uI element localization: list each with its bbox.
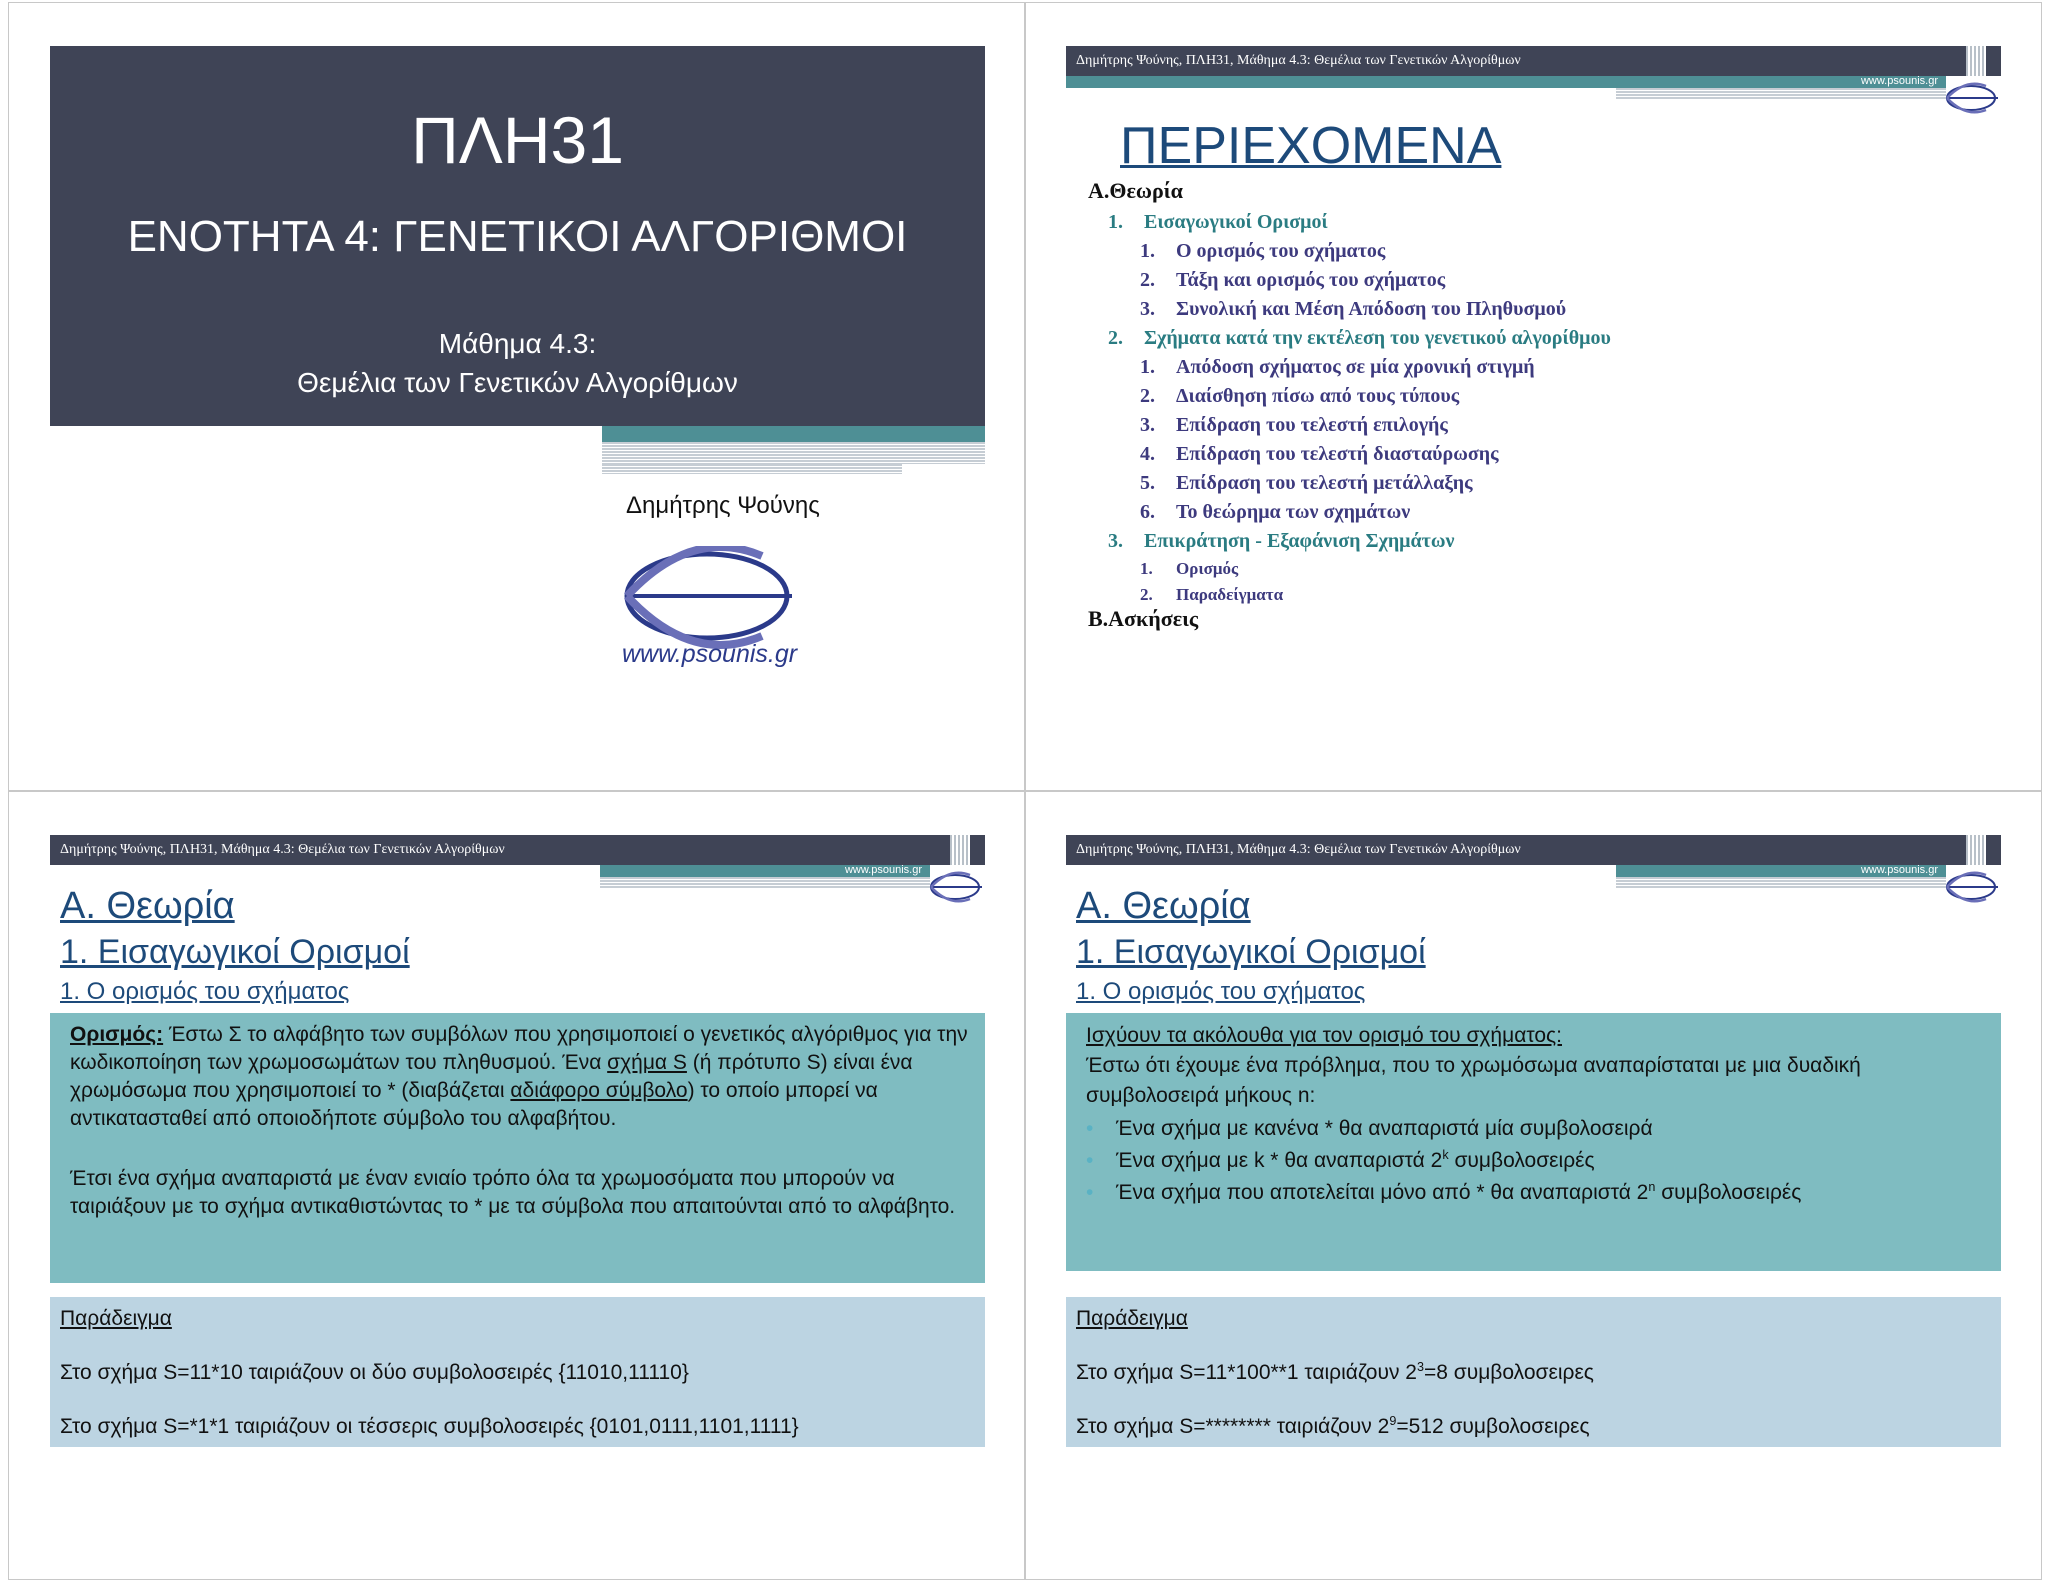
toc-item: 4. Επίδραση του τελεστή διασταύρωσης (1140, 443, 1499, 465)
unit-title: ΕΝΟΤΗΤΑ 4: ΓΕΝΕΤΙΚΟΙ ΑΛΓΟΡΙΘΜΟΙ (127, 212, 908, 261)
slide-1 (50, 46, 985, 746)
toc-item: 3. Συνολική και Μέση Απόδοση του Πληθυσμού (1140, 298, 1567, 320)
topic-heading: 1. Ο ορισμός του σχήματος (60, 978, 350, 1005)
header-vlines (1966, 835, 1986, 865)
toc-item: 5. Επίδραση του τελεστή μετάλλαξης (1140, 472, 1473, 494)
title-panel (50, 46, 985, 426)
example-box (50, 1297, 985, 1447)
header-strip (1066, 76, 1946, 88)
slide-header (1066, 46, 2001, 76)
example-line-2: Στο σχήμα S=******** ταιριάζουν $2^9=512$ συμβολοσειρες (1076, 1414, 1590, 1438)
example-box (1066, 1297, 2001, 1447)
toc-item: 2. Σχήματα κατά την εκτέλεση του γενετικού αλγορίθμου (1108, 327, 1611, 349)
properties-list (1086, 1113, 1989, 1209)
properties-paragraph: Έστω ότι έχουμε ένα πρόβλημα, που το χρωμόσωμα αναπαρίσταται με μια δυαδική συμβολοσειρά μήκους n: (1086, 1054, 1861, 1107)
header-text: Δημήτρης Ψούνης, ΠΛΗ31, Μάθημα 4.3: Θεμέλια των Γενετικών Αλγορίθμων (1076, 842, 1521, 857)
subsection-heading: 1. Εισαγωγικοί Ορισμοί (1076, 933, 1426, 971)
toc-item: 2. Παραδείγματα (1140, 585, 1284, 604)
slide-header (1066, 835, 2001, 865)
toc-title: ΠΕΡΙΕΧΟΜΕΝΑ (1120, 117, 1502, 175)
header-text: Δημήτρης Ψούνης, ΠΛΗ31, Μάθημα 4.3: Θεμέλια των Γενετικών Αλγορίθμων (60, 842, 505, 857)
definition-paragraph-2: Έτσι ένα σχήμα αναπαριστά με έναν ενιαίο τρόπο όλα τα χρωμοσόματα που μπορούν να ταιριάξουν με το σχήμα αντικαθιστώντας το * με τα σύμβολα που απαιτούνται από το αλφάβητο. (70, 1167, 956, 1218)
toc-section-a: Α.Θεωρία (1088, 178, 1183, 203)
example-title: Παράδειγμα (60, 1307, 172, 1330)
header-strip (600, 865, 930, 877)
subsection-heading: 1. Εισαγωγικοί Ορισμοί (60, 933, 410, 971)
toc-item: 6. Το θεώρημα των σχημάτων (1140, 501, 1411, 523)
logo-url: www.psounis.gr (622, 640, 798, 668)
properties-intro: Ισχύουν τα ακόλουθα για τον ορισμό του σχήματος: (1086, 1024, 1562, 1047)
header-vlines (950, 835, 970, 865)
course-title: ΠΛΗ31 (411, 103, 624, 177)
lesson-number: Μάθημα 4.3: (438, 328, 597, 359)
header-url: www.psounis.gr (1860, 75, 1938, 87)
toc-item: 2. Τάξη και ορισμός του σχήματος (1140, 269, 1446, 291)
example-title: Παράδειγμα (1076, 1307, 1188, 1330)
author-name: Δημήτρης Ψούνης (626, 492, 820, 519)
section-heading: Α. Θεωρία (60, 885, 235, 927)
mini-logo-icon (1944, 82, 1998, 114)
toc-item: 3. Επίδραση του τελεστή επιλογής (1140, 414, 1448, 436)
header-url: www.psounis.gr (844, 864, 922, 876)
decor-lines-2 (602, 464, 902, 474)
header-lines (600, 877, 930, 889)
header-text: Δημήτρης Ψούνης, ΠΛΗ31, Μάθημα 4.3: Θεμέλια των Γενετικών Αλγορίθμων (1076, 53, 1521, 68)
properties-box (1066, 1013, 2001, 1271)
definition-box (50, 1013, 985, 1283)
topic-heading: 1. Ο ορισμός του σχήματος (1076, 978, 1366, 1005)
decor-lines (602, 442, 985, 464)
header-lines (1616, 88, 1946, 100)
header-url: www.psounis.gr (1860, 864, 1938, 876)
list-item: • Ένα σχήμα με κανένα * θα αναπαριστά μία συμβολοσειρά (1086, 1113, 1989, 1145)
definition-paragraph: Ορισμός: Έστω Σ το αλφάβητο των συμβόλων που χρησιμοποιεί ο γενετικός αλγόριθμος για την κωδικοποίηση των χρωμοσωμάτων του πληθυσμού. Ένα σχήμα S (ή πρότυπο S) είναι ένα χρωμόσωμα που χρησιμοποιεί το * (διαβάζεται αδιάφορο σύμβολο) το οποίο μπορεί να αντικατασταθεί από οποιοδήποτε σύμβολο του αλφαβήτου. (70, 1023, 968, 1130)
toc-item: 1. Ορισμός (1140, 559, 1239, 578)
toc-section-b: Β.Ασκήσεις (1088, 606, 1199, 631)
header-lines (1616, 877, 1946, 889)
section-heading: Α. Θεωρία (1076, 885, 1251, 927)
definition-label: Ορισμός: (70, 1023, 164, 1046)
slide-4 (1066, 835, 2001, 1535)
toc-item: 1. Ο ορισμός του σχήματος (1140, 240, 1386, 262)
example-line-1: Στο σχήμα S=11*100**1 ταιριάζουν $2^3=8$ συμβολοσειρες (1076, 1360, 1594, 1384)
mini-logo-icon (928, 871, 982, 903)
header-vlines (1966, 46, 1986, 76)
toc-item: 3. Επικράτηση - Εξαφάνιση Σχημάτων (1108, 530, 1455, 552)
lesson-title: Θεμέλια των Γενετικών Αλγορίθμων (297, 367, 738, 398)
mini-logo-icon (1944, 871, 1998, 903)
toc-item: 1. Απόδοση σχήματος σε μία χρονική στιγμή (1140, 356, 1535, 378)
slide-2 (1066, 46, 2001, 746)
teal-accent (602, 426, 985, 442)
list-item: • Ένα σχήμα με k * θα αναπαριστά 2$^k$ συμβολοσειρές (1086, 1145, 1989, 1177)
toc-item: 1. Εισαγωγικοί Ορισμοί (1108, 211, 1328, 233)
example-line-1: Στο σχήμα S=11*10 ταιριάζουν οι δύο συμβολοσειρές {11010,11110} (60, 1361, 689, 1384)
example-line-2: Στο σχήμα S=*1*1 ταιριάζουν οι τέσσερις συμβολοσειρές {0101,0111,1101,1111} (60, 1415, 799, 1438)
list-item: • Ένα σχήμα που αποτελείται μόνο από * θα αναπαριστά 2$^n$ συμβολοσειρές (1086, 1177, 1989, 1209)
header-strip (1616, 865, 1946, 877)
toc-item: 2. Διαίσθηση πίσω από τους τύπους (1140, 385, 1460, 407)
toc-list (1066, 208, 2001, 608)
slide-header (50, 835, 985, 865)
slide-3 (50, 835, 985, 1535)
